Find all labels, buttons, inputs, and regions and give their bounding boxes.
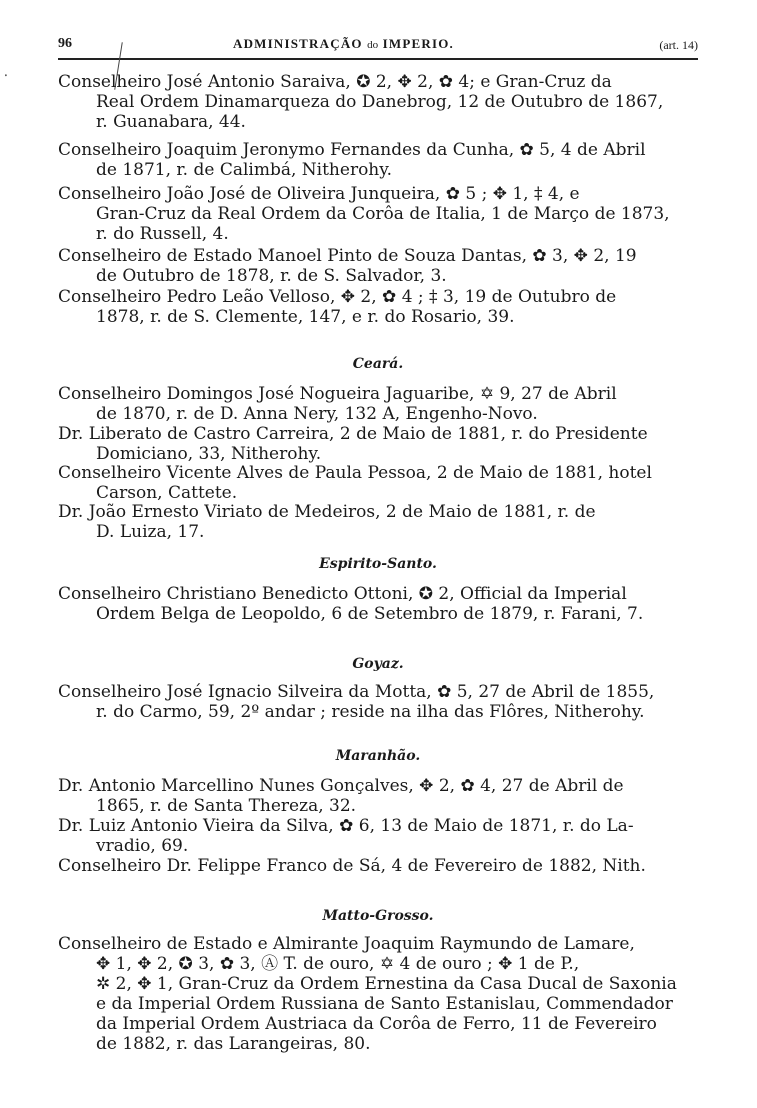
entry-line: ✥ 1, ✥ 2, ✪ 3, ✿ 3, Ⓐ T. de ouro, ✡ 4 de ouro ; ✥ 1 de P.,	[96, 954, 580, 974]
entry-ottoni	[58, 584, 698, 624]
section-title-espirito-santo: Espirito-Santo.	[319, 556, 437, 572]
entry-dantas	[58, 246, 698, 286]
running-title-end: IMPERIO.	[382, 36, 454, 51]
section-title-maranhao: Maranhão.	[335, 748, 421, 764]
page-number: 96	[58, 36, 72, 51]
entry-line: r. do Carmo, 59, 2º andar ; reside na ilha das Flôres, Nitherohy.	[96, 702, 645, 722]
entry-line: Conselheiro Christiano Benedicto Ottoni, ✪ 2, Official da Imperial	[58, 584, 627, 604]
article-number: (art. 14)	[659, 38, 698, 52]
entry-line: Ordem Belga de Leopoldo, 6 de Setembro de 1879, r. Farani, 7.	[96, 604, 644, 624]
entry-line: Conselheiro de Estado Manoel Pinto de Souza Dantas, ✿ 3, ✥ 2, 19	[58, 246, 637, 266]
entry-line: Gran-Cruz da Real Ordem da Corôa de Italia, 1 de Março de 1873,	[96, 204, 670, 224]
entry-saraiva	[58, 72, 698, 132]
running-title-particle: do	[367, 39, 379, 51]
entry-line: Conselheiro José Antonio Saraiva, ✪ 2, ✥ 2, ✿ 4; e Gran-Cruz da	[58, 72, 612, 92]
entry-franco-sa	[58, 856, 698, 876]
entry-line: Conselheiro Joaquim Jeronymo Fernandes da Cunha, ✿ 5, 4 de Abril	[58, 140, 646, 160]
entry-line: Dr. Antonio Marcellino Nunes Gonçalves, ✥ 2, ✿ 4, 27 de Abril de	[58, 776, 624, 796]
entry-medeiros	[58, 502, 698, 542]
entry-line: ✲ 2, ✥ 1, Gran-Cruz da Ordem Ernestina da Casa Ducal de Saxonia	[96, 974, 677, 994]
header-rule	[58, 58, 698, 60]
entry-motta	[58, 682, 698, 722]
entry-line: Domiciano, 33, Nitherohy.	[96, 444, 322, 464]
entry-line: Carson, Cattete.	[96, 483, 238, 503]
section-title-goyaz: Goyaz.	[352, 656, 404, 672]
entry-line: de 1882, r. das Larangeiras, 80.	[96, 1034, 371, 1054]
entry-line: Dr. João Ernesto Viriato de Medeiros, 2 de Maio de 1881, r. de	[58, 502, 596, 522]
entry-line: vradio, 69.	[96, 836, 189, 856]
entry-line: de Outubro de 1878, r. de S. Salvador, 3.	[96, 266, 447, 286]
entry-line: r. Guanabara, 44.	[96, 112, 246, 132]
entry-velloso	[58, 287, 698, 327]
entry-goncalves	[58, 776, 698, 816]
running-title	[233, 36, 454, 52]
entry-pessoa	[58, 463, 698, 503]
entry-line: de 1871, r. de Calimbá, Nitherohy.	[96, 160, 393, 180]
entry-line: Real Ordem Dinamarqueza do Danebrog, 12 de Outubro de 1867,	[96, 92, 664, 112]
entry-line: 1865, r. de Santa Thereza, 32.	[96, 796, 357, 816]
entry-lamare	[58, 934, 698, 1054]
entry-line: Conselheiro João José de Oliveira Junqueira, ✿ 5 ; ✥ 1, ‡ 4, e	[58, 184, 580, 204]
entry-line: 1878, r. de S. Clemente, 147, e r. do Rosario, 39.	[96, 307, 515, 327]
entry-jaguaribe	[58, 384, 698, 424]
section-title-matto-grosso: Matto-Grosso.	[322, 908, 434, 924]
entry-line: Conselheiro Dr. Felippe Franco de Sá, 4 de Fevereiro de 1882, Nith.	[58, 856, 646, 876]
entry-line: da Imperial Ordem Austriaca da Corôa de Ferro, 11 de Fevereiro	[96, 1014, 657, 1034]
entry-line: Dr. Liberato de Castro Carreira, 2 de Maio de 1881, r. do Presidente	[58, 424, 648, 444]
entry-line: Conselheiro de Estado e Almirante Joaquim Raymundo de Lamare,	[58, 934, 635, 954]
entry-vieira-silva	[58, 816, 698, 856]
running-title-main: ADMINISTRAÇÃO	[233, 36, 363, 51]
entry-line: D. Luiza, 17.	[96, 522, 205, 542]
entry-line: Dr. Luiz Antonio Vieira da Silva, ✿ 6, 13 de Maio de 1871, r. do La-	[58, 816, 634, 836]
entry-junqueira	[58, 184, 698, 244]
entry-line: r. do Russell, 4.	[96, 224, 229, 244]
entry-line: e da Imperial Ordem Russiana de Santo Estanislau, Commendador	[96, 994, 673, 1014]
entry-carreira	[58, 424, 698, 464]
margin-mark: ⸱	[4, 68, 8, 84]
entry-cunha	[58, 140, 698, 180]
section-title-ceara: Ceará.	[352, 356, 404, 372]
page-header	[58, 36, 698, 58]
entry-line: Conselheiro José Ignacio Silveira da Motta, ✿ 5, 27 de Abril de 1855,	[58, 682, 655, 702]
entry-line: Conselheiro Pedro Leão Velloso, ✥ 2, ✿ 4 ; ‡ 3, 19 de Outubro de	[58, 287, 617, 307]
entry-line: Conselheiro Domingos José Nogueira Jaguaribe, ✡ 9, 27 de Abril	[58, 384, 617, 404]
entry-line: de 1870, r. de D. Anna Nery, 132 A, Engenho-Novo.	[96, 404, 538, 424]
entry-line: Conselheiro Vicente Alves de Paula Pessoa, 2 de Maio de 1881, hotel	[58, 463, 652, 483]
